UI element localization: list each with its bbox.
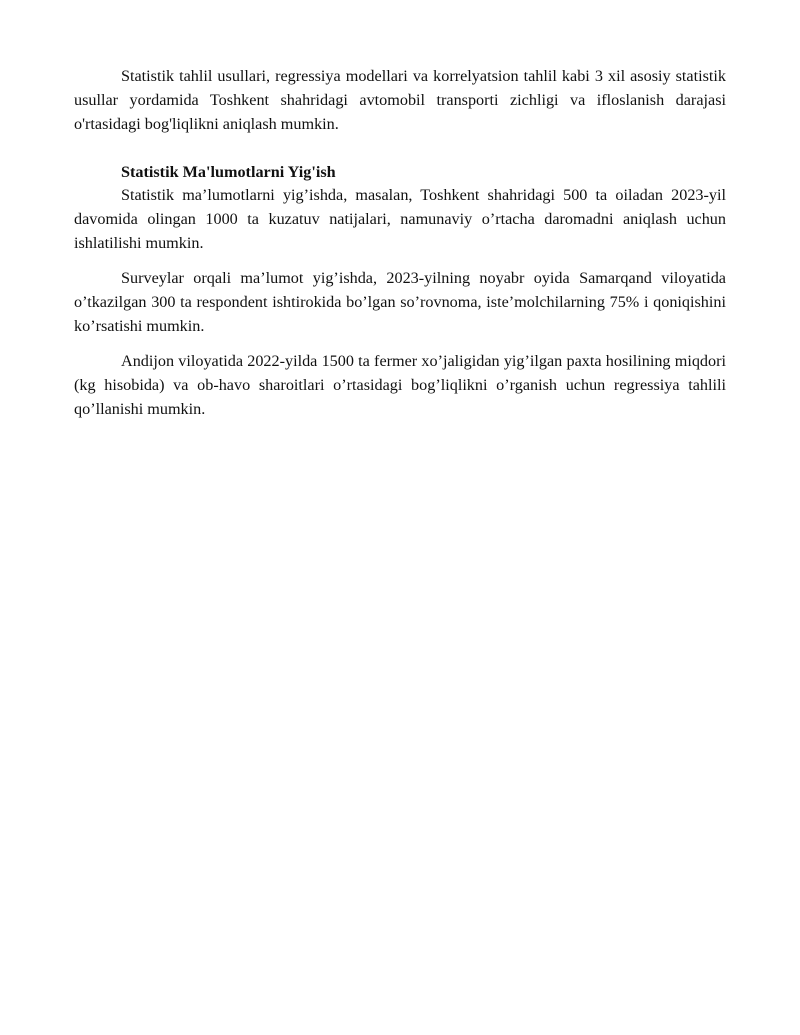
document-page	[74, 64, 726, 421]
section-paragraph-2: Surveylar orqali ma’lumot yig’ishda, 2023-yilning noyabr oyida Samarqand viloyatida o’tkazilgan 300 ta respondent ishtirokida bo’lgan so’rovnoma, iste’molchilarning 75% i qoniqishini ko’rsatishi mumkin.	[74, 269, 726, 335]
section-heading: Statistik Ma'lumotlarni Yig'ish	[121, 163, 336, 181]
section-paragraph-3: Andijon viloyatida 2022-yilda 1500 ta fermer xo’jaligidan yig’ilgan paxta hosilining miqdori (kg hisobida) va ob-havo sharoitlari o’rtasidagi bog’liqlikni o’rganish uchun regressiya tahlili qo’llanishi mumkin.	[74, 352, 726, 418]
section-paragraph-1: Statistik ma’lumotlarni yig’ishda, masalan, Toshkent shahridagi 500 ta oiladan 2023-yil davomida olingan 1000 ta kuzatuv natijalari, namunaviy o’rtacha daromadni aniqlash uchun ishlatilishi mumkin.	[74, 186, 726, 252]
intro-paragraph: Statistik tahlil usullari, regressiya modellari va korrelyatsion tahlil kabi 3 xil asosiy statistik usullar yordamida Toshkent shahridagi avtomobil transporti zichligi va ifloslanish darajasi o'rtasidagi bog'liqlikni aniqlash mumkin.	[74, 67, 726, 133]
